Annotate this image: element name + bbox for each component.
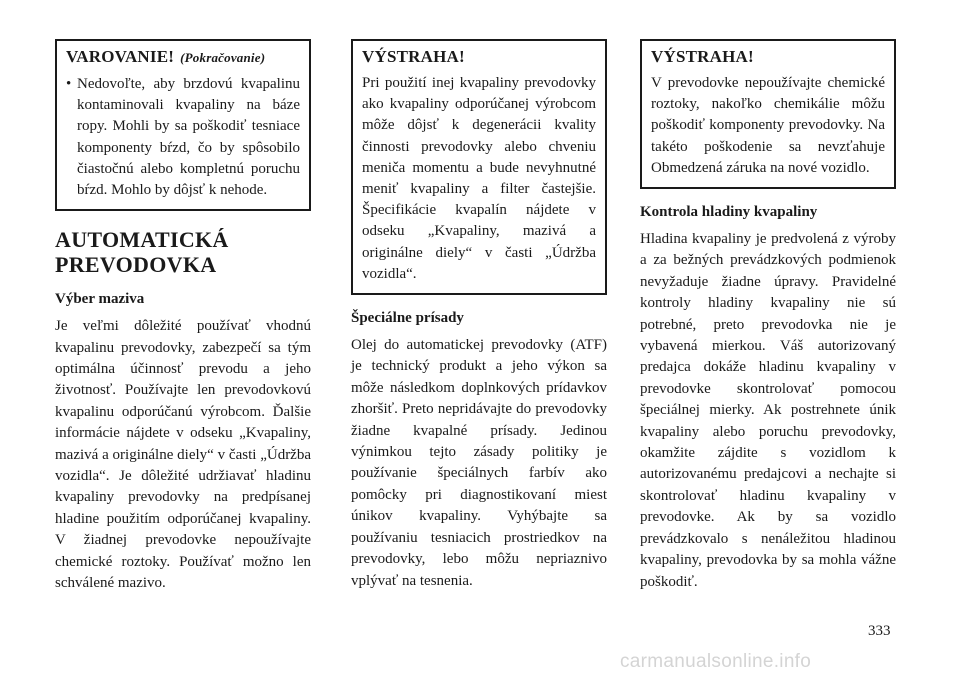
subsection-title-fluid-level: Kontrola hladiny kvapaliny	[640, 204, 818, 221]
warning-bullet-item	[66, 74, 300, 201]
section-title: AUTOMATICKÁ PREVODOVKA	[55, 227, 229, 278]
warning-box-title: VÝSTRAHA!	[362, 47, 465, 66]
warning-box-continued	[55, 39, 311, 211]
page-number: 333	[868, 623, 891, 639]
paragraph-fluid-level: Hladina kvapaliny je predvolená z výroby a za bežných prevádzkových podmienok nevyžaduje žiadne úpravy. Pravidelné kontroly hladiny kvapaliny nie sú potrebné, preto prevodovka nie je vybavená mierkou. Váš autorizovaný predajca dokáže hladinu kvapaliny v prevodovke skontrolovať pomocou špeciálnej mierky. Ak postrehnete únik kvapaliny alebo poruchu prevodovky, okamžite zájdite s vozidlom k autorizovanému predajcovi a nechajte si skontrolovať hladinu kvapaliny v prevodovke. Ak by sa vozidlo prevádzkovalo s nenáležitou hladinou kvapaliny, prevodovka by sa mohla vážne poškodiť.	[640, 231, 896, 590]
paragraph-lubricant: Je veľmi dôležité používať vhodnú kvapalinu prevodovky, zabezpečí sa tým optimálna účinnosť prevodu a jeho životnosť. Používajte len prevodovkovú kvapalinu odporúčanú výrobcom. Ďalšie informácie nájdete v odseku „Kvapaliny, mazivá a originálne diely“ v časti „Údržba vozidla“. Je dôležité udržiavať hladinu kvapaliny prevodovky na predpísanej hladine použitím odporúčanej kvapaliny. V žiadnej prevodovke nepoužívajte chemické roztoky. Používať možno len schválené mazivo.	[55, 318, 311, 592]
warning-box-text: Pri použití inej kvapaliny prevodovky ako kvapaliny odporúčanej výrobcom môže dôjsť k degenerácii kvality činnosti prevodovky alebo chveniu meniča momentu a bude nevyhnutné meniť kvapaliny a filter častejšie. Špecifikácie kvapalín nájdete v odseku „Kvapaliny, mazivá a originálne diely“ v časti „Údržba vozidla“.	[362, 75, 596, 282]
column-middle	[351, 39, 607, 592]
warning-box-fluid	[351, 39, 607, 295]
warning-box-title: VAROVANIE! (Pokračovanie)	[66, 47, 266, 66]
paragraph-additives: Olej do automatickej prevodovky (ATF) je technický produkt a jeho výkon sa môže následkom doplnkových prídavkov zhoršiť. Preto nepridávajte do prevodovky žiadne kvapalné prísady. Jedinou výnimkou tejto zásady politiky je používanie špeciálnych farbív ako pomôcky pri diagnostikovaní miest únikov kvapaliny. Vyhýbajte sa používaniu tesniacich prostriedkov na prevodovky, lebo môžu nepriaznivo vplývať na tesnenia.	[351, 337, 607, 589]
watermark: carmanualsonline.info	[620, 651, 812, 672]
warning-bullet-text: Nedovoľte, aby brzdovú kvapalinu kontaminovali kvapaliny na báze ropy. Mohli by sa poškodiť tesniace komponenty bŕzd, čo by spôsobilo čiastočnú alebo kompletnú poruchu bŕzd. Mohlo by dôjsť k nehode.	[77, 76, 300, 199]
warning-box-continuation-label: (Pokračovanie)	[180, 50, 266, 65]
column-left	[55, 39, 311, 595]
column-right	[640, 39, 896, 593]
warning-box-text: V prevodovke nepoužívajte chemické roztoky, nakoľko chemikálie môžu poškodiť komponenty prevodovky. Na takéto poškodenie sa nevzťahuje Obmedzená záruka na nové vozidlo.	[651, 75, 885, 176]
subsection-title-additives: Špeciálne prísady	[351, 310, 464, 327]
warning-box-title: VÝSTRAHA!	[651, 47, 754, 66]
warning-box-chemicals	[640, 39, 896, 189]
bullet-icon: •	[66, 76, 72, 92]
subsection-title-lubricant: Výber maziva	[55, 291, 145, 308]
